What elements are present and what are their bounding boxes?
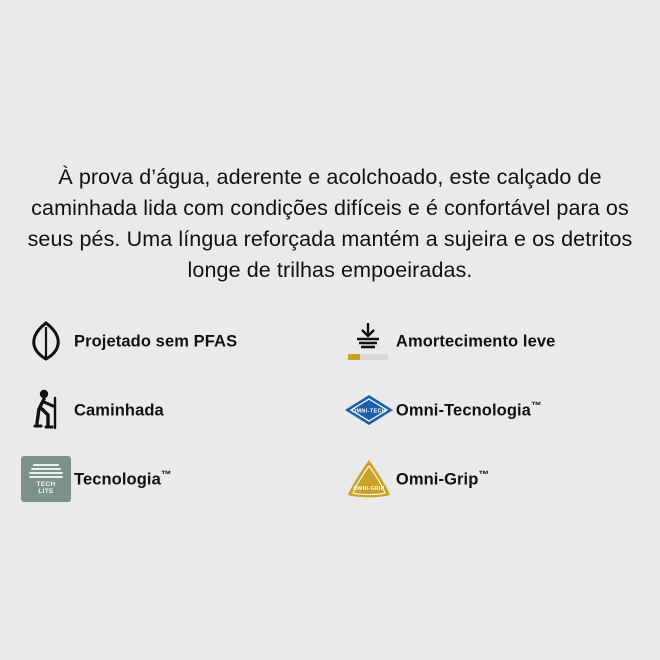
feature-row [14, 384, 646, 453]
leaf-icon [18, 315, 74, 367]
trademark-mark: ™ [530, 399, 542, 412]
feature-label-text: Amortecimento leve [395, 332, 556, 351]
feature-label-text: Projetado sem PFAS [74, 332, 238, 351]
cushioning-icon [340, 315, 396, 367]
tech-lite-line-2: LITE [38, 487, 54, 495]
feature-list [0, 315, 660, 522]
trademark-mark: ™ [478, 468, 490, 481]
trademark-mark: ™ [160, 468, 172, 481]
feature-label-text: Omni-Tecnologia [395, 401, 531, 420]
feature-item-tech-lite [14, 453, 330, 505]
feature-item-omni-grip [330, 453, 646, 505]
feature-label-text: Omni-Grip [395, 470, 479, 489]
svg-text:OMNI-GRIP: OMNI-GRIP [353, 486, 385, 492]
feature-label [396, 469, 489, 490]
feature-row [14, 315, 646, 384]
feature-label [396, 400, 542, 421]
cushioning-level-bar [348, 354, 388, 360]
feature-item-light-cushioning [330, 315, 646, 367]
omni-grip-icon [340, 453, 396, 505]
feature-item-omni-tech [330, 384, 646, 436]
product-description-text: À prova d’água, aderente e acolchoado, este calçado de caminhada lida com condições difíceis e é confortável para os seus pés. Uma língua reforçada mantém a sujeira e os detritos longe de trilhas empoeiradas. [27, 164, 633, 282]
feature-label-text: Tecnologia [74, 470, 161, 489]
tech-lite-icon [18, 453, 74, 505]
feature-label [74, 331, 237, 352]
tech-lite-line-1: TECH [36, 480, 56, 488]
tech-lite-text [37, 481, 56, 495]
feature-label [74, 400, 164, 421]
omni-tech-icon [340, 384, 396, 436]
svg-text:OMNI-TECH: OMNI-TECH [351, 408, 386, 415]
feature-row [14, 453, 646, 522]
hiker-icon [18, 384, 74, 436]
feature-label [74, 469, 171, 490]
feature-label [396, 331, 556, 352]
feature-item-pfas-free [14, 315, 330, 367]
feature-label-text: Caminhada [74, 401, 164, 420]
feature-item-hiking [14, 384, 330, 436]
tech-lite-lines [29, 464, 63, 479]
